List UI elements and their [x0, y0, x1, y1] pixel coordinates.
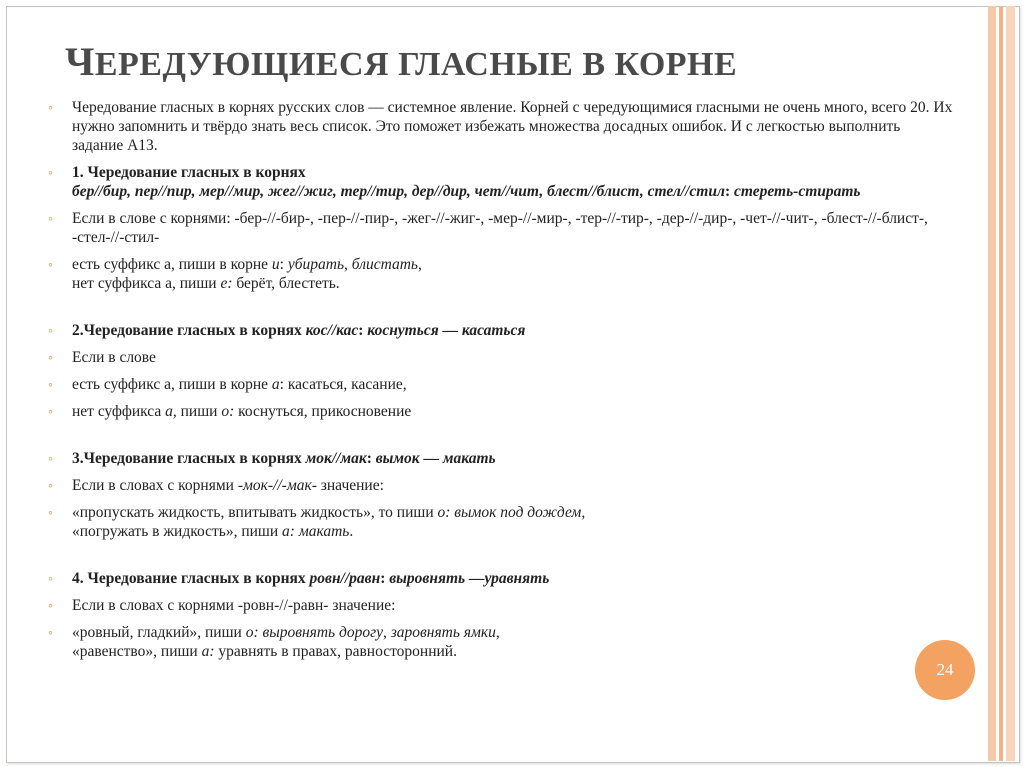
bullet-icon: ◦: [48, 258, 53, 273]
list-item: ◦ есть суффикс а, пиши в корне и: убирать, блистать, нет суффикса а, пиши е: берёт, блестеть.: [48, 256, 422, 292]
list-item: ◦ Если в слове с корнями: -бер-//-бир-, -пер-//-пир-, -жег-//-жиг-, -мер-//-мир-, -тер-//-тир-, -дер-//-дир-, -чет-//-чит-, -блест-//-блист-, -стел-//-стил-: [48, 210, 928, 246]
list-item: ◦ «ровный, гладкий», пиши о: выровнять дорогу, заровнять ямки, «равенство», пиши а: уравнять в правах, равносторонний.: [48, 624, 500, 660]
list-item: ◦ есть суффикс а, пиши в корне а: касаться, касание,: [48, 376, 407, 393]
list-item: ◦ Если в слове: [48, 349, 156, 366]
bullet-icon: ◦: [48, 101, 53, 116]
list-item: ◦ 2.Чередование гласных в корнях кос//кас: коснуться — касаться: [48, 322, 526, 339]
list-item: ◦ 1. Чередование гласных в корнях бер//бир, пер//пир, мер//мир, жег//жиг, тер//тир, дер//дир, чет//чит, блест//блист, стел//стил: стереть-стирать: [48, 164, 861, 200]
bullet-icon: ◦: [48, 506, 53, 521]
intro-text: Чередование гласных в корнях русских слов — системное явление. Корней с чередующимися гласными не очень много, всего 20. Их нужно запомнить и твёрдо знать весь список. Это поможет избежать множества досадных ошибок. И с легкостью выполнить задание А13.: [72, 99, 953, 154]
page-number-badge: 24: [915, 640, 975, 700]
bullet-icon: ◦: [48, 626, 53, 641]
list-item: ◦ 4. Чередование гласных в корнях ровн//равн: выровнять —уравнять: [48, 570, 550, 587]
bullet-icon: ◦: [48, 324, 53, 339]
list-item: ◦ нет суффикса а, пиши о: коснуться, прикосновение: [48, 403, 412, 420]
list-item: [48, 98, 953, 155]
bullet-icon: ◦: [48, 452, 53, 467]
page-title: ЧЕРЕДУЮЩИЕСЯ ГЛАСНЫЕ В КОРНЕ: [65, 39, 738, 84]
bullet-icon: ◦: [48, 479, 53, 494]
list-item: ◦ Если в словах с корнями -ровн-//-равн- значение:: [48, 597, 396, 614]
bullet-icon: ◦: [48, 212, 53, 227]
list-item: ◦ «пропускать жидкость, впитывать жидкость», то пиши о: вымок под дождем, «погружать в жидкость», пиши а: макать.: [48, 504, 586, 540]
decorative-stripes: [988, 6, 1018, 761]
list-item: ◦ Если в словах с корнями -мок-//-мак- значение:: [48, 477, 384, 494]
slide-content: [48, 98, 953, 669]
bullet-icon: ◦: [48, 572, 53, 587]
bullet-icon: ◦: [48, 378, 53, 393]
list-item: ◦ 3.Чередование гласных в корнях мок//мак: вымок — макать: [48, 450, 496, 467]
bullet-icon: ◦: [48, 599, 53, 614]
bullet-icon: ◦: [48, 351, 53, 366]
bullet-icon: ◦: [48, 405, 53, 420]
bullet-icon: ◦: [48, 166, 53, 181]
